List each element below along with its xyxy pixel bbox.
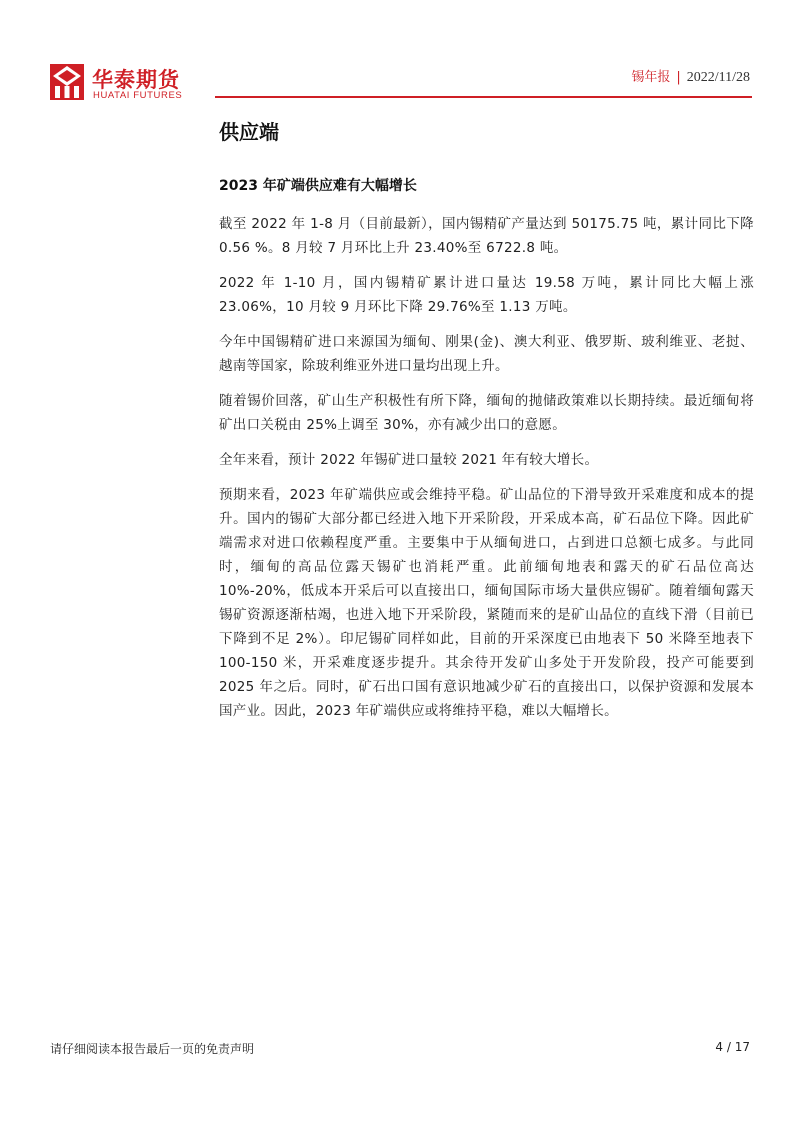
report-meta [631, 66, 750, 86]
report-type: 锡年报 [631, 70, 671, 85]
report-date: 2022/11/28 [686, 70, 750, 85]
paragraph: 2022 年 1-10 月，国内锡精矿累计进口量达 19.58 万吨，累计同比大幅上涨 23.06%，10 月较 9 月环比下降 29.76%至 1.13 万吨。 [219, 275, 754, 315]
page-number: 4 / 17 [715, 1040, 750, 1054]
header-divider [215, 96, 752, 98]
paragraph: 随着锡价回落，矿山生产积极性有所下降，缅甸的抛储政策难以长期持续。最近缅甸将矿出口关税由 25%上调至 30%，亦有减少出口的意愿。 [219, 393, 754, 433]
paragraph-list [219, 212, 754, 723]
brand-name-cn: 华泰期货 [92, 68, 180, 92]
section-title: 供应端 [219, 120, 279, 144]
paragraph: 今年中国锡精矿进口来源国为缅甸、刚果(金)、澳大利亚、俄罗斯、玻利维亚、老挝、越南等国家，除玻利维亚外进口量均出现上升。 [219, 334, 754, 374]
paragraph: 预期来看，2023 年矿端供应或会维持平稳。矿山品位的下滑导致开采难度和成本的提升。国内的锡矿大部分都已经进入地下开采阶段，开采成本高，矿石品位下降。因此矿端需求对进口依赖程度严重。主要集中于从缅甸进口，占到进口总额七成多。与此同时，缅甸的高品位露天锡矿也消耗严重。此前缅甸地表和露天的矿石品位高达 10%-20%，低成本开采后可以直接出口，缅甸国际市场大量供应锡矿。随着缅甸露天锡矿资源逐渐枯竭，也进入地下开采阶段，紧随而来的是矿山品位的直线下滑（目前已下降到不足 2%）。印尼锡矿同样如此，目前的开采深度已由地表下 50 米降至地表下 100-150 米，开采难度逐步提升。其余待开发矿山多处于开发阶段，投产可能要到 2025 年之后。同时，矿石出口国有意识地减少矿石的直接出口，以保护资源和发展本国产业。因此，2023 年矿端供应或将维持平稳，难以大幅增长。 [219, 487, 754, 719]
report-body [219, 112, 754, 734]
paragraph: 全年来看，预计 2022 年锡矿进口量较 2021 年有较大增长。 [219, 452, 599, 468]
huatai-logo-icon [50, 62, 84, 100]
disclaimer-note: 请仔细阅读本报告最后一页的免责声明 [50, 1042, 255, 1056]
page-header [0, 0, 802, 100]
brand-name-en: HUATAI FUTURES [93, 90, 183, 101]
paragraph: 截至 2022 年 1-8 月（目前最新），国内锡精矿产量达到 50175.75 吨，累计同比下降 0.56 %。8 月较 7 月环比上升 23.40%至 6722.8 吨。 [219, 216, 754, 256]
section-subtitle: 2023 年矿端供应难有大幅增长 [219, 178, 417, 194]
header-separator: | [676, 70, 681, 85]
